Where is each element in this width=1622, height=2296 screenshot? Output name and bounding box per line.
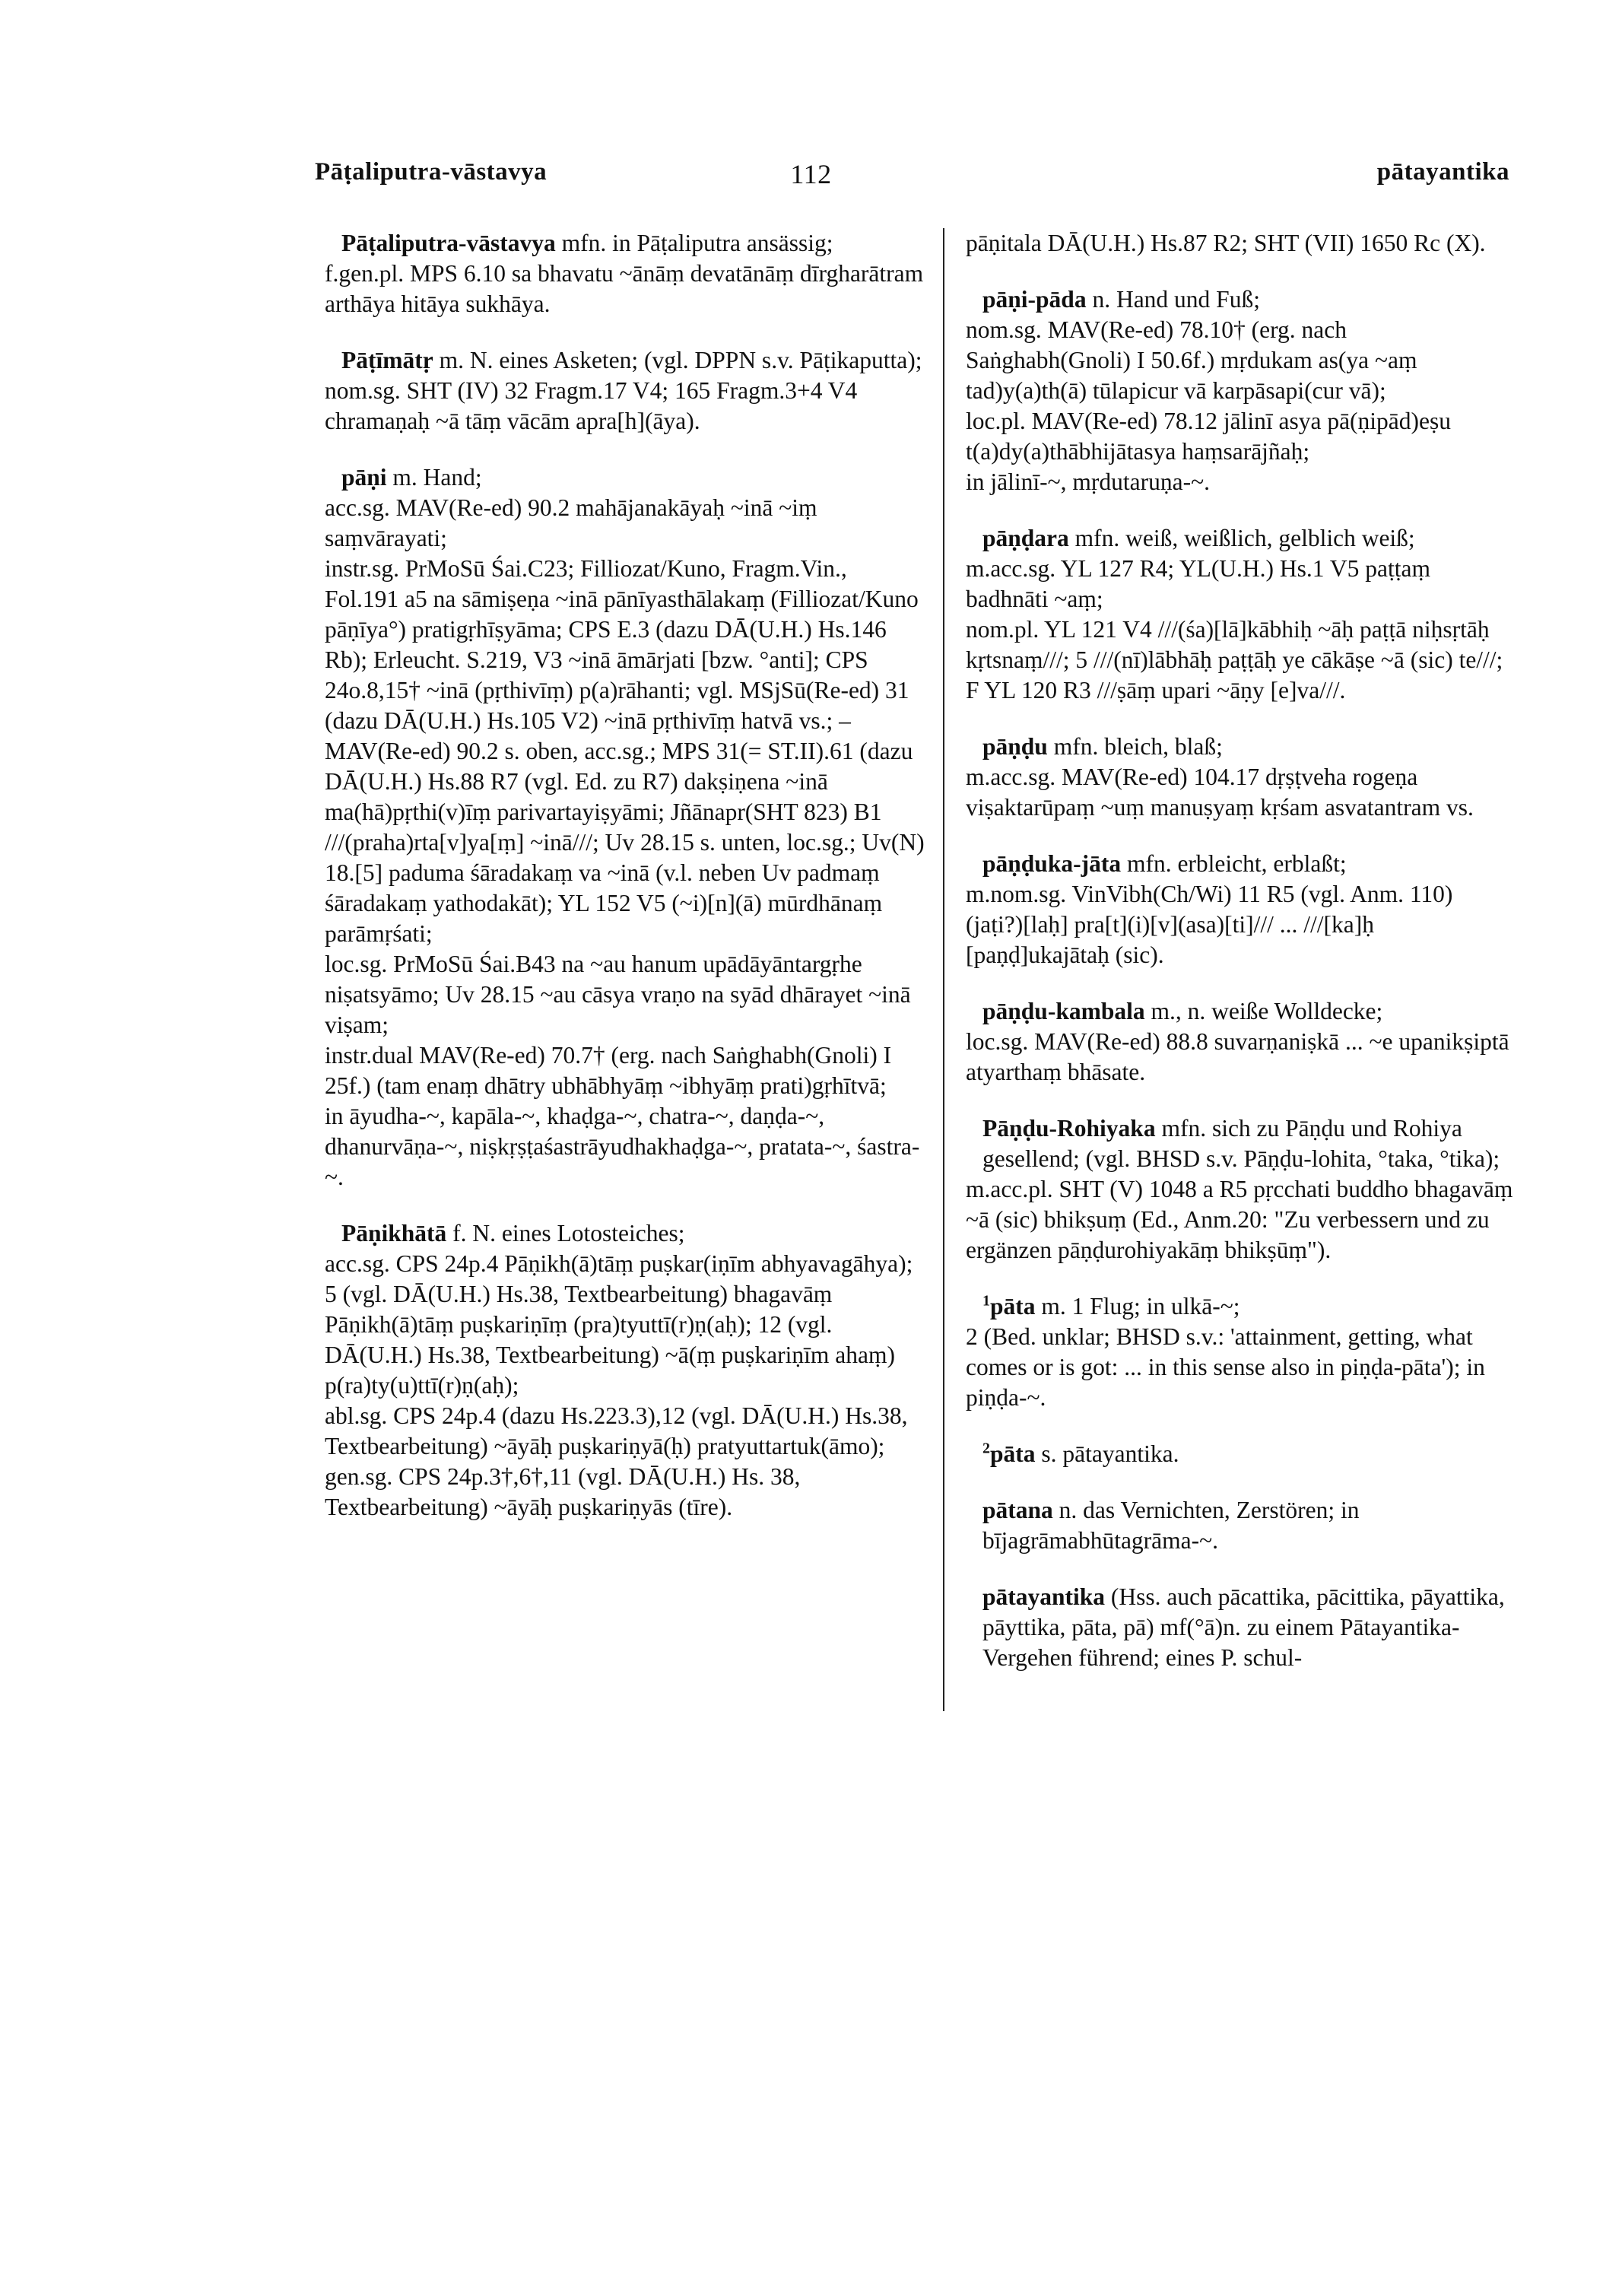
headword: pāṇi — [341, 464, 387, 491]
dictionary-entry — [325, 228, 925, 319]
headword-gloss: s. pātayantika. — [1035, 1440, 1179, 1467]
headword-gloss: m. 1 Flug; in ulkā-~; — [1035, 1293, 1240, 1319]
entry-head — [982, 732, 1513, 762]
entry-citation: m.acc.pl. SHT (V) 1048 a R5 pṛcchati buddho bhagavāṃ ~ā (sic) bhikṣuṃ (Ed., Anm.20: "Zu verbessern und zu ergänzen pāṇḍurohiyakāṃ bhikṣūṃ"). — [966, 1176, 1513, 1263]
entry-head — [982, 1291, 1513, 1322]
dictionary-entry — [966, 1291, 1513, 1413]
page-number: 112 — [790, 159, 832, 189]
dictionary-entry — [325, 345, 925, 437]
left-column — [325, 228, 925, 1548]
entry-citation: gen.sg. CPS 24p.3†,6†,11 (vgl. DĀ(U.H.) Hs. 38, Textbearbeitung) ~āyāḥ puṣkariṇyās (tīre). — [325, 1463, 801, 1520]
headword: Pāṇḍu-Rohiyaka — [982, 1115, 1156, 1142]
headword-gloss: mfn. weiß, weißlich, gelblich weiß; — [1068, 525, 1415, 551]
headword-gloss: m. N. eines Asketen; (vgl. DPPN s.v. Pāṭikaputta); — [433, 347, 922, 373]
entry-citation: acc.sg. CPS 24p.4 Pāṇikh(ā)tāṃ puṣkar(iṇīm abhyavagāhya); 5 (vgl. DĀ(U.H.) Hs.38, Textbearbeitung) bhagavāṃ Pāṇikh(ā)tāṃ puṣkariṇīṃ (pra)tyuttī(r)ṇ(aḥ); 12 (vgl. DĀ(U.H.) Hs.38, Textbearbeitung) ~ā(ṃ puṣkariṇīm ahaṃ) p(ra)ty(u)ttī(r)ṇ(aḥ); — [325, 1250, 913, 1399]
entry-citation: loc.sg. MAV(Re-ed) 88.8 suvarṇaniṣkā ... ~e upanikṣiptā atyarthaṃ bhāsate. — [966, 1028, 1509, 1085]
dictionary-entry — [966, 1113, 1513, 1265]
entry-citation: F YL 120 R3 ///ṣāṃ upari ~āṇy [e]va///. — [966, 677, 1346, 703]
homograph-number: 1 — [982, 1292, 990, 1310]
headword: pātana — [982, 1497, 1053, 1523]
dictionary-entry — [966, 523, 1513, 706]
column-divider — [943, 228, 944, 1711]
dictionary-entry — [966, 996, 1513, 1088]
entry-head — [982, 1113, 1513, 1174]
entry-head — [341, 462, 925, 493]
entry-head — [341, 345, 925, 376]
entry-citation: pāṇitala DĀ(U.H.) Hs.87 R2; SHT (VII) 1650 Rc (X). — [966, 230, 1486, 256]
entry-head — [982, 996, 1513, 1027]
headword-gloss: mfn. sich zu Pāṇḍu und Rohiya gesellend; (vgl. BHSD s.v. Pāṇḍu-lohita, °taka, °tika); — [982, 1115, 1500, 1172]
dictionary-entry — [966, 1582, 1513, 1673]
entry-head — [341, 1218, 925, 1249]
entry-citation: nom.sg. SHT (IV) 32 Fragm.17 V4; 165 Fragm.3+4 V4 chramaṇaḥ ~ā tāṃ vācām apra[h](āya). — [325, 377, 858, 434]
dictionary-entry — [325, 1218, 925, 1523]
entry-citation: 2 (Bed. unklar; BHSD s.v.: 'attainment, getting, what comes or is got: ... in this sense also in piṇḍa-pāta'); in piṇḍa-~. — [966, 1323, 1485, 1411]
headword: pāṇḍara — [982, 525, 1069, 551]
entry-citation: instr.dual MAV(Re-ed) 70.7† (erg. nach Saṅghabh(Gnoli) I 25f.) (tam enaṃ dhātry ubhābhyāṃ ~ibhyāṃ prati)gṛhītvā; — [325, 1042, 892, 1099]
entry-citation: m.nom.sg. VinVibh(Ch/Wi) 11 R5 (vgl. Anm. 110) (jaṭi?)[laḥ] pra[t](i)[v](asa)[ti]/// ... ///[ka]ḥ [paṇḍ]ukajātaḥ (sic). — [966, 881, 1453, 968]
dictionary-entry — [966, 228, 1513, 259]
entry-head — [982, 1495, 1513, 1556]
entry-head — [982, 284, 1513, 315]
headword: Pāṇikhātā — [341, 1220, 447, 1246]
entry-citation: acc.sg. MAV(Re-ed) 90.2 mahājanakāyaḥ ~inā ~iṃ saṃvārayati; — [325, 494, 817, 551]
headword-gloss: mfn. bleich, blaß; — [1047, 733, 1223, 760]
headword: pāṇḍuka-jāta — [982, 850, 1122, 877]
entry-citation: nom.pl. YL 121 V4 ///(śa)[lā]kābhiḥ ~āḥ paṭṭā niḥsṛtāḥ kṛtsnaṃ///; 5 ///(nī)lābhāḥ paṭṭāḥ ye cākāṣe ~ā (sic) te///; — [966, 616, 1503, 673]
headword: Pāṭaliputra-vāstavya — [341, 230, 556, 256]
entry-head — [982, 523, 1513, 554]
headword-gloss: mfn. in Pāṭaliputra ansässig; — [555, 230, 833, 256]
headword-gloss: n. das Vernichten, Zerstören; in bījagrāmabhūtagrāma-~. — [982, 1497, 1360, 1554]
entry-head — [982, 1439, 1513, 1469]
headword-gloss: n. Hand und Fuß; — [1086, 286, 1260, 313]
running-head-left: Pāṭaliputra-vāstavya — [315, 158, 548, 186]
entry-citation: loc.pl. MAV(Re-ed) 78.12 jālinī asya pā(ṇipād)eṣu t(a)dy(a)thābhijātasya haṃsarājñaḥ; — [966, 408, 1452, 465]
entry-head — [341, 228, 925, 259]
dictionary-entry — [966, 1439, 1513, 1469]
entry-citation: nom.sg. MAV(Re-ed) 78.10† (erg. nach Saṅghabh(Gnoli) I 50.6f.) mṛdukam as(ya ~aṃ tad)y(a)th(ā) tūlapicur vā karpāsapi(cur vā); — [966, 316, 1417, 404]
dictionary-entry — [966, 284, 1513, 497]
headword: Pāṭīmātṛ — [341, 347, 433, 373]
entry-head — [982, 1582, 1513, 1673]
headword: pāta — [990, 1293, 1036, 1319]
dictionary-entry — [966, 1495, 1513, 1556]
headword: pāṇḍu — [982, 733, 1048, 760]
headword-gloss: mfn. erbleicht, erblaßt; — [1121, 850, 1347, 877]
headword: pātayantika — [982, 1583, 1106, 1610]
entry-citation: m.acc.sg. YL 127 R4; YL(U.H.) Hs.1 V5 paṭṭaṃ badhnāti ~aṃ; — [966, 555, 1430, 612]
entry-citation: in jālinī-~, mṛdutaruṇa-~. — [966, 468, 1210, 495]
entry-citation: abl.sg. CPS 24p.4 (dazu Hs.223.3),12 (vgl. DĀ(U.H.) Hs.38, Textbearbeitung) ~āyāḥ puṣkariṇyā(ḥ) pratyuttartuk(āmo); — [325, 1402, 908, 1459]
dictionary-entry — [966, 849, 1513, 970]
headword-gloss: m. Hand; — [386, 464, 482, 491]
entry-citation: loc.sg. PrMoSū Śai.B43 na ~au hanum upādāyāntargṛhe niṣatsyāmo; Uv 28.15 ~au cāsya vraṇo na syād dhārayet ~inā viṣam; — [325, 951, 911, 1038]
headword-gloss: f. N. eines Lotosteiches; — [446, 1220, 685, 1246]
dictionary-entry — [966, 732, 1513, 823]
headword: pāṇḍu-kambala — [982, 998, 1145, 1024]
entry-head — [982, 849, 1513, 879]
entry-citation: m.acc.sg. MAV(Re-ed) 104.17 dṛṣṭveha rogeṇa viṣaktarūpaṃ ~uṃ manuṣyaṃ kṛśam asvatantram vs. — [966, 764, 1474, 821]
headword-gloss: (Hss. auch pācattika, pācittika, pāyattika, pāyttika, pāta, pā) mf(°ā)n. zu einem Pātayantika-Vergehen führend; eines P. schul- — [982, 1583, 1505, 1671]
right-column — [966, 228, 1513, 1699]
headword: pāṇi-pāda — [982, 286, 1087, 313]
entry-citation: in āyudha-~, kapāla-~, khaḍga-~, chatra-~, daṇḍa-~, dhanurvāṇa-~, niṣkṛṣṭaśastrāyudhakhaḍga-~, pratata-~, śastra-~. — [325, 1103, 920, 1190]
homograph-number: 2 — [982, 1440, 990, 1457]
headword-gloss: m., n. weiße Wolldecke; — [1144, 998, 1383, 1024]
entry-citation: f.gen.pl. MPS 6.10 sa bhavatu ~ānāṃ devatānāṃ dīrgharātram arthāya hitāya sukhāya. — [325, 260, 924, 317]
dictionary-entry — [325, 462, 925, 1192]
headword: pāta — [990, 1440, 1036, 1467]
entry-citation: instr.sg. PrMoSū Śai.C23; Filliozat/Kuno, Fragm.Vin., Fol.191 a5 na sāmiṣeṇa ~inā pānīyasthālakaṃ (Filliozat/Kuno pāṇīya°) pratigṛhīṣyāma; CPS E.3 (dazu DĀ(U.H.) Hs.146 Rb); Erleucht. S.219, V3 ~inā āmārjati [bzw. °anti]; CPS 24o.8,15† ~inā (pṛthivīṃ) p(a)rāhanti; vgl. MSjSū(Re-ed) 31 (dazu DĀ(U.H.) Hs.105 V2) ~inā pṛthivīṃ hatvā vs.; – MAV(Re-ed) 90.2 s. oben, acc.sg.; MPS 31(= ST.II).61 (dazu DĀ(U.H.) Hs.88 R7 (vgl. Ed. zu R7) dakṣiṇena ~inā ma(hā)pṛthi(v)īṃ parivartayiṣyāmi; Jñānapr(SHT 823) B1 ///(praha)rta[v]ya[ṃ] ~inā///; Uv 28.15 s. unten, loc.sg.; Uv(N) 18.[5] paduma śāradakaṃ va ~inā (v.l. neben Uv padmaṃ śāradakaṃ yathodakāt); YL 152 V5 (~i)[n](ā) mūrdhānaṃ parāmṛśati; — [325, 555, 925, 947]
running-head-right: pātayantika — [1376, 158, 1509, 186]
